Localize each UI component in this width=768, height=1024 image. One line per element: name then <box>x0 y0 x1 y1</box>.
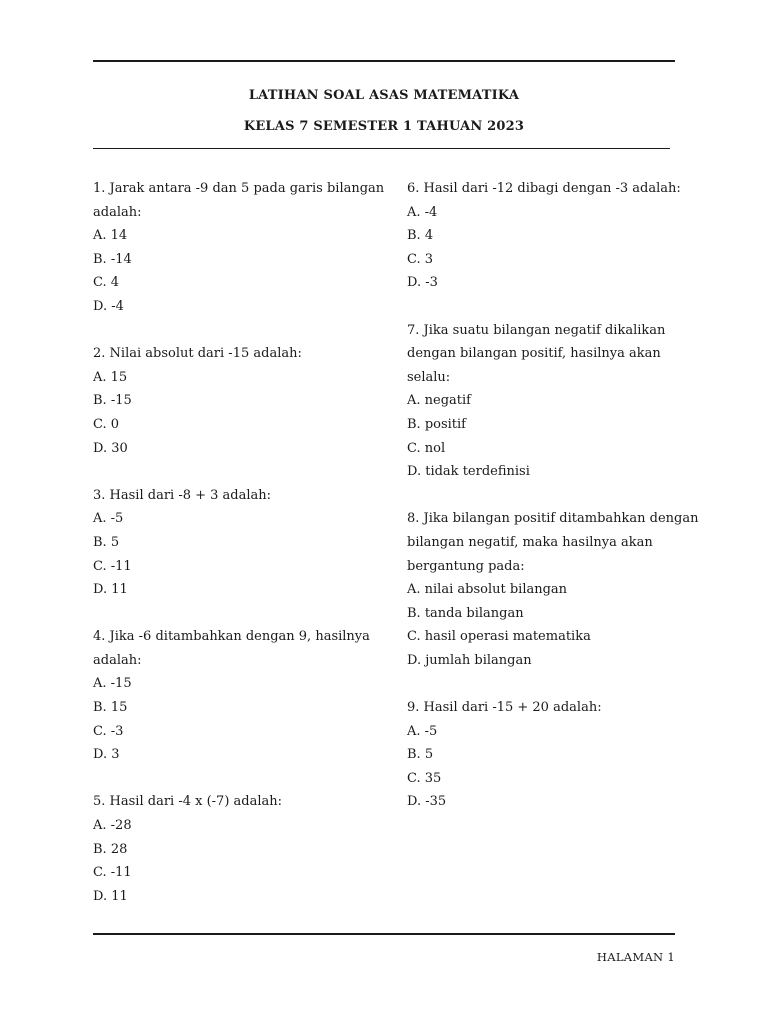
question-text: adalah: <box>93 652 142 668</box>
answer-option: D. tidak terdefinisi <box>407 464 530 480</box>
answer-option: D. 11 <box>93 582 128 598</box>
answer-option: C. 4 <box>93 275 120 291</box>
top-rule <box>93 60 675 62</box>
answer-option: B. 28 <box>93 841 128 857</box>
question-text: 6. Hasil dari -12 dibagi dengan -3 adalah: <box>407 181 681 196</box>
answer-option: C. nol <box>407 440 446 456</box>
question-block <box>93 790 383 908</box>
answer-option: B. 15 <box>93 700 128 716</box>
question-text: 8. Jika bilangan positif ditambahkan dengan <box>407 511 699 527</box>
answer-option: A. 15 <box>93 369 128 385</box>
question-block <box>407 696 677 814</box>
answer-option: D. 11 <box>93 888 128 904</box>
answer-option: D. -4 <box>93 298 124 314</box>
question-text: selalu: <box>407 369 451 385</box>
question-text: 3. Hasil dari -8 + 3 adalah: <box>93 487 272 503</box>
answer-option: B. 5 <box>407 747 434 763</box>
questions-left-column <box>93 177 383 932</box>
answer-option: B. tanda bilangan <box>407 605 524 621</box>
answer-option: A. -15 <box>93 676 132 692</box>
question-text: bergantung pada: <box>407 558 525 574</box>
questions-right-column <box>407 177 699 838</box>
bottom-rule <box>93 933 675 935</box>
question-text: 4. Jika -6 ditambahkan dengan 9, hasilnya <box>93 629 370 645</box>
answer-option: C. 0 <box>93 416 120 432</box>
question-text: 7. Jika suatu bilangan negatif dikalikan <box>407 322 666 338</box>
question-block <box>407 319 677 484</box>
answer-option: D. 30 <box>93 440 128 456</box>
answer-option: A. -5 <box>407 723 438 739</box>
document-title: LATIHAN SOAL ASAS MATEMATIKA <box>248 88 520 103</box>
answer-option: A. -4 <box>407 204 438 220</box>
question-block <box>407 177 681 295</box>
answer-option: A. nilai absolut bilangan <box>407 582 568 598</box>
answer-option: C. 3 <box>407 251 434 267</box>
answer-option: D. -35 <box>407 794 447 810</box>
answer-option: B. positif <box>407 416 466 432</box>
answer-option: A. 14 <box>93 228 128 244</box>
question-block <box>93 177 383 319</box>
question-text: 5. Hasil dari -4 x (-7) adalah: <box>93 794 283 810</box>
answer-option: D. 3 <box>93 747 120 763</box>
answer-option: B. -14 <box>93 251 132 267</box>
question-text: bilangan negatif, maka hasilnya akan <box>407 534 653 550</box>
answer-option: C. -11 <box>93 865 132 881</box>
answer-option: C. -11 <box>93 558 132 574</box>
answer-option: D. -3 <box>407 275 438 291</box>
question-text: 2. Nilai absolut dari -15 adalah: <box>93 346 302 362</box>
answer-option: C. -3 <box>93 723 124 739</box>
answer-option: B. 4 <box>407 228 434 244</box>
question-block <box>407 507 699 672</box>
header-separator <box>93 148 670 149</box>
page-number: HALAMAN 1 <box>596 950 675 964</box>
answer-option: A. -28 <box>93 818 132 834</box>
answer-option: B. 5 <box>93 534 120 550</box>
document-subtitle: KELAS 7 SEMESTER 1 TAHUAN 2023 <box>243 119 525 134</box>
answer-option: C. hasil operasi matematika <box>407 629 591 645</box>
question-block <box>93 625 383 767</box>
question-text: 9. Hasil dari -15 + 20 adalah: <box>407 700 602 716</box>
question-text: adalah: <box>93 204 142 220</box>
question-text: 1. Jarak antara -9 dan 5 pada garis bilangan <box>93 181 385 196</box>
answer-option: C. 35 <box>407 770 442 786</box>
answer-option: B. -15 <box>93 393 132 409</box>
answer-option: D. jumlah bilangan <box>407 652 532 668</box>
question-text: dengan bilangan positif, hasilnya akan <box>407 346 661 362</box>
answer-option: A. negatif <box>407 393 471 409</box>
question-block <box>93 484 383 602</box>
answer-option: A. -5 <box>93 511 124 527</box>
question-block <box>93 342 383 460</box>
